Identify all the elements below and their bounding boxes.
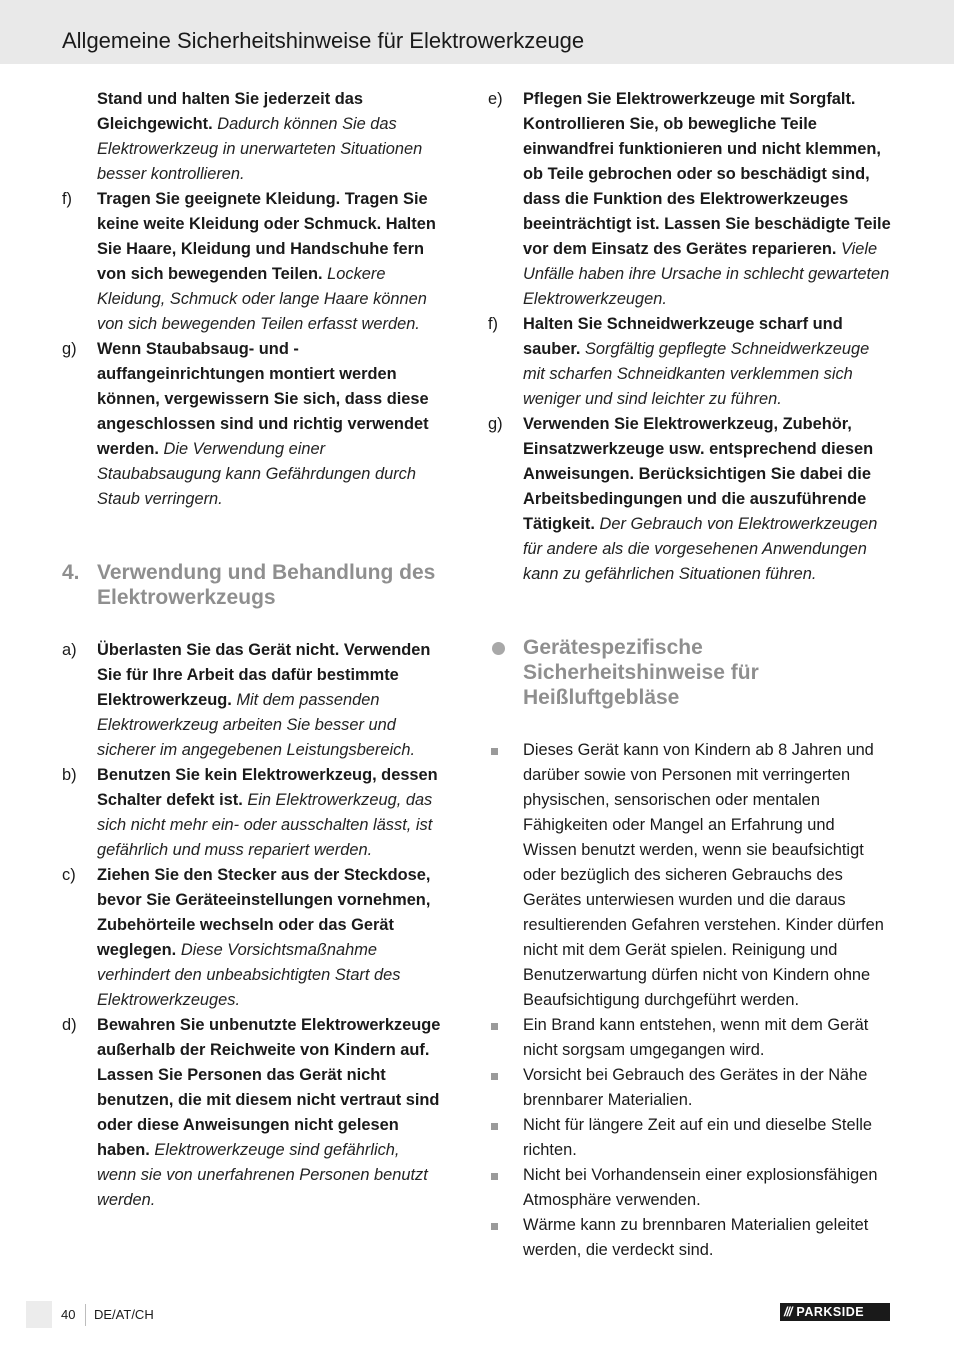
logo-text: PARKSIDE xyxy=(796,1305,865,1319)
list-item-g xyxy=(488,412,892,587)
list-item-continued xyxy=(62,87,442,187)
square-bullet-icon xyxy=(491,1223,498,1230)
section-title: Gerätespezifische Sicherheitshinweise für Heißluftgebläse xyxy=(523,636,759,709)
bullet-item xyxy=(488,1013,892,1063)
list-item-f xyxy=(62,187,442,337)
item-italic-text: Diese Vorsichtsmaßnahme verhindert den unbeabsichtigten Start des Elektrowerkzeuges. xyxy=(97,941,401,1009)
item-marker: f) xyxy=(62,190,73,208)
item-bold-text: Benutzen Sie kein Elektrowerkzeug, dessen Schalter defekt ist. xyxy=(97,766,438,809)
bullet-item xyxy=(488,1163,892,1213)
parkside-logo xyxy=(780,1303,890,1321)
page-title: Allgemeine Sicherheitshinweise für Elektrowerkzeuge xyxy=(62,28,585,53)
bullet-text: Ein Brand kann entstehen, wenn mit dem Gerät nicht sorgsam umgegangen wird. xyxy=(523,1016,869,1059)
section-heading-4 xyxy=(62,560,442,610)
item-bold-text: Bewahren Sie unbenutzte Elektrowerkzeuge außerhalb der Reichweite von Kindern auf. Lassen Sie Personen das Gerät nicht benutzen, die mit diesem nicht vertraut sind oder diese Anweisungen nicht gelesen haben. xyxy=(97,1016,441,1159)
item-bold-text: Verwenden Sie Elektrowerkzeug, Zubehör, Einsatzwerkzeuge usw. entsprechend diesen Anweisungen. Berücksichtigen Sie dabei die Arbeitsbedingungen und die auszuführende Tätigkeit. xyxy=(523,415,874,533)
item-italic-text: Lockere Kleidung, Schmuck oder lange Haare können von sich bewegenden Teilen erfasst werden. xyxy=(97,265,427,333)
item-bold-text: Halten Sie Schneidwerkzeuge scharf und sauber. xyxy=(523,315,843,358)
list-item-e xyxy=(488,87,892,312)
bullet-text: Dieses Gerät kann von Kindern ab 8 Jahren und darüber sowie von Personen mit verringerten physischen, sensorischen oder mentalen Fähigkeiten oder Mangel an Erfahrung und Wissen benutzt werden, wenn sie beaufsichtigt oder bezüglich des sicheren Gebrauchs des Gerätes unterwiesen wurden und die daraus resultierenden Gefahren verstehen. Kinder dürfen nicht mit dem Gerät spielen. Reinigung und Benutzerwartung dürfen nicht von Kindern ohne Beaufsichtigung durchgeführt werden. xyxy=(523,741,884,1009)
logo-stripes-icon: /// xyxy=(784,1305,792,1319)
item-italic-text: Die Verwendung einer Staubabsaugung kann Gefährdungen durch Staub verringern. xyxy=(97,440,416,508)
circle-bullet-icon xyxy=(492,642,505,655)
bullet-text: Vorsicht bei Gebrauch des Gerätes in der Nähe brennbarer Materialien. xyxy=(523,1066,868,1109)
bullet-item xyxy=(488,1113,892,1163)
section-heading-device xyxy=(488,635,892,710)
item-bold-text: Tragen Sie geeignete Kleidung. Tragen Sie keine weite Kleidung oder Schmuck. Halten Sie Haare, Kleidung und Handschuhe fern von sich bewegenden Teilen. xyxy=(97,190,436,283)
footer-divider xyxy=(85,1304,86,1326)
item-bold-text: Wenn Staubabsaug- und -auffangeinrichtungen montiert werden können, vergewissern Sie sich, dass diese angeschlossen sind und richtig verwendet werden. xyxy=(97,340,429,458)
item-marker: g) xyxy=(488,415,503,433)
item-bold-text: Pflegen Sie Elektrowerkzeuge mit Sorgfalt. Kontrollieren Sie, ob bewegliche Teile einwandfrei funktionieren und nicht klemmen, ob Teile gebrochen oder so beschädigt sind, dass die Funktion des Elektrowerkzeuges beeinträchtigt ist. Lassen Sie beschädigte Teile vor dem Einsatz des Gerätes reparieren. xyxy=(523,90,891,258)
item-marker: d) xyxy=(62,1016,77,1034)
item-marker: f) xyxy=(488,315,499,333)
square-bullet-icon xyxy=(491,748,498,755)
section-title: Verwendung und Behandlung des Elektrowerkzeugs xyxy=(97,561,436,609)
bullet-text: Nicht für längere Zeit auf ein und dieselbe Stelle richten. xyxy=(523,1116,872,1159)
square-bullet-icon xyxy=(491,1173,498,1180)
bullet-item xyxy=(488,1063,892,1113)
square-bullet-icon xyxy=(491,1023,498,1030)
item-bold-text: Ziehen Sie den Stecker aus der Steckdose, bevor Sie Geräteeinstellungen vornehmen, Zubehörteile wechseln oder das Gerät weglegen. xyxy=(97,866,431,959)
item-marker: e) xyxy=(488,90,503,108)
item-italic-text: Dadurch können Sie das Elektrowerkzeug in unerwarteten Situationen besser kontrollieren. xyxy=(97,115,423,183)
section-number: 4. xyxy=(62,561,80,584)
language-code: DE/AT/CH xyxy=(94,1307,154,1322)
item-marker: b) xyxy=(62,766,77,784)
bullet-text: Wärme kann zu brennbaren Materialien geleitet werden, die verdeckt sind. xyxy=(523,1216,869,1259)
item-bold-text: Überlasten Sie das Gerät nicht. Verwenden Sie für Ihre Arbeit das dafür bestimmte Elektrowerkzeug. xyxy=(97,641,431,709)
item-italic-text: Der Gebrauch von Elektrowerkzeugen für andere als die vorgesehenen Anwendungen kann zu gefährlichen Situationen führen. xyxy=(523,515,878,583)
bullet-item xyxy=(488,738,892,1013)
item-italic-text: Sorgfältig gepflegte Schneidwerkzeuge mit scharfen Schneidkanten verklemmen sich weniger und sind leichter zu führen. xyxy=(523,340,870,408)
square-bullet-icon xyxy=(491,1123,498,1130)
bullet-text: Nicht bei Vorhandensein einer explosionsfähigen Atmosphäre verwenden. xyxy=(523,1166,878,1209)
list-item-d xyxy=(62,1013,442,1213)
item-italic-text: Elektrowerkzeuge sind gefährlich, wenn sie von unerfahrenen Personen benutzt werden. xyxy=(97,1141,428,1209)
item-marker: c) xyxy=(62,866,76,884)
page-header xyxy=(0,0,954,64)
list-item-c xyxy=(62,863,442,1013)
item-italic-text: Viele Unfälle haben ihre Ursache in schlecht gewarteten Elektrowerkzeugen. xyxy=(523,240,890,308)
page-number: 40 xyxy=(61,1307,76,1322)
square-bullet-icon xyxy=(491,1073,498,1080)
item-italic-text: Mit dem passenden Elektrowerkzeug arbeiten Sie besser und sicherer im angegebenen Leistungsbereich. xyxy=(97,691,416,759)
footer-box xyxy=(26,1301,52,1328)
item-italic-text: Ein Elektrowerkzeug, das sich nicht mehr ein- oder ausschalten lässt, ist gefährlich und muss repariert werden. xyxy=(97,791,433,859)
list-item-a xyxy=(62,638,442,763)
item-marker: a) xyxy=(62,641,77,659)
item-bold-text: Stand und halten Sie jederzeit das Gleichgewicht. xyxy=(97,90,363,133)
bullet-item xyxy=(488,1213,892,1263)
list-item-b xyxy=(62,763,442,863)
left-column xyxy=(62,87,442,1213)
item-marker: g) xyxy=(62,340,77,358)
list-item-f xyxy=(488,312,892,412)
list-item-g xyxy=(62,337,442,512)
right-column xyxy=(488,87,892,1263)
